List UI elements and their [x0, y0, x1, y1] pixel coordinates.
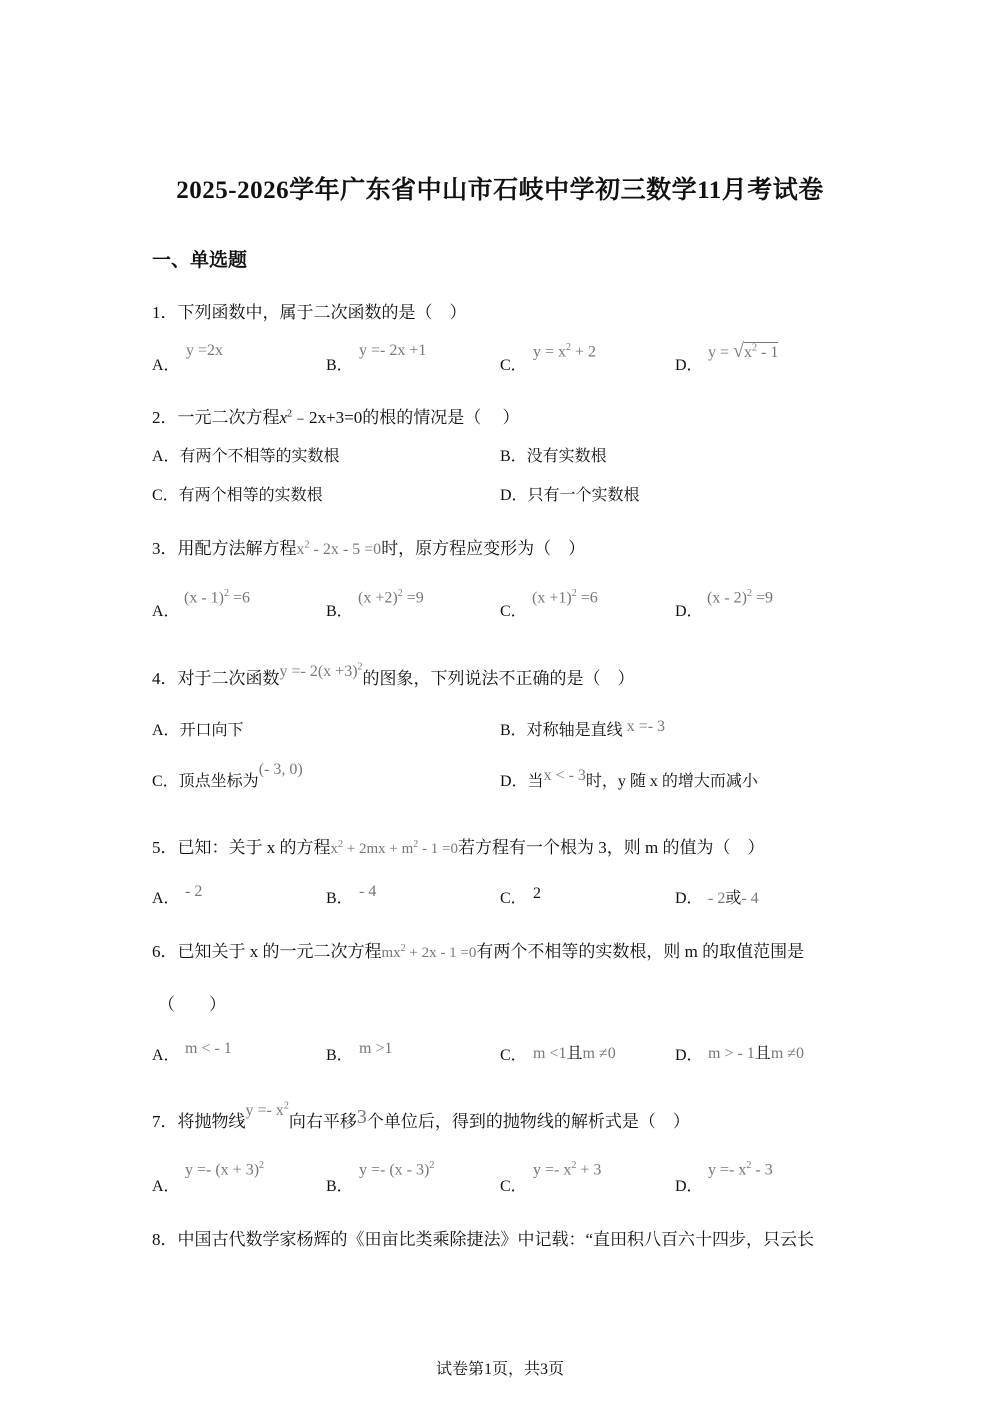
q2-option-c: C．有两个相等的实数根 [152, 487, 323, 504]
q6-label-d: D． [675, 1047, 703, 1064]
q6-option-c: m <1且m ≠0 [533, 1045, 616, 1062]
q5-option-a: - 2 [185, 883, 203, 900]
q5-label-b: B． [326, 890, 353, 907]
q6-label-b: B． [326, 1047, 353, 1064]
q4-option-b: B．对称轴是直线 x =- 3 [500, 718, 666, 739]
q4-option-c: C．顶点坐标为(- 3, 0) [152, 761, 303, 790]
q7-label-a: A． [152, 1178, 180, 1195]
question-5-stem: 5．已知：关于 x 的方程$x^2 + 2mx + m^2 - 1 =0$若方程有一个根为 3，则 m 的值为（ ） [152, 838, 765, 857]
question-2-stem: 2．一元二次方程$x^2﹣2x+3=0$的根的情况是（ ） [152, 408, 520, 427]
q3-option-a-formula: (x - 1)$^2$ =6 [184, 588, 251, 607]
question-3-stem: 3．用配方法解方程$x^2 - 2x - 5 =0$时，原方程应变形为（ ） [152, 539, 586, 558]
q5-option-c: 2 [533, 885, 541, 902]
q3-label-b: B． [326, 603, 353, 620]
question-1-stem: 1．下列函数中，属于二次函数的是（ ） [152, 303, 467, 322]
q7-option-c: $y =- x^2 + 3$ [533, 1160, 602, 1179]
q6-label-c: C． [500, 1047, 527, 1064]
q4-option-a: A．开口向下 [152, 722, 244, 739]
question-6-stem: 6．已知关于 x 的一元二次方程$mx^2 + 2x - 1 =0$有两个不相等的实数根，则 m 的取值范围是 [152, 942, 805, 961]
q6-option-b: m >1 [359, 1040, 393, 1057]
q1-option-c-formula: $y = x^2 + 2$ [533, 342, 597, 361]
question-6-paren: （ ） [158, 995, 226, 1014]
section-heading: 一、单选题 [152, 250, 248, 271]
question-7-stem: 7．将抛物线$y =- x^2$向右平移3个单位后，得到的抛物线的解析式是（ ） [152, 1100, 690, 1131]
q5-option-b: - 4 [359, 883, 377, 900]
q7-option-a: $y =- (x + 3)^2$ [185, 1160, 265, 1179]
page-title: 2025-2026学年广东省中山市石岐中学初三数学11月考试卷 [176, 177, 824, 204]
q1-option-a-formula: y =2x [186, 342, 224, 359]
q7-label-b: B． [326, 1178, 353, 1195]
q5-label-c: C． [500, 890, 527, 907]
q5-option-d: - 2或- 4 [708, 890, 759, 907]
q3-option-d-formula: (x - 2)$^2$ =9 [707, 588, 774, 607]
q3-label-d: D． [675, 603, 703, 620]
q1-label-a: A． [152, 357, 180, 374]
q1-label-d: D． [675, 357, 703, 374]
q7-option-d: $y =- x^2 - 3$ [708, 1160, 773, 1179]
q6-label-a: A． [152, 1047, 180, 1064]
q2-option-a: A．有两个不相等的实数根 [152, 448, 340, 465]
question-4-stem: 4．对于二次函数$y =- 2(x +3)^2$的图象，下列说法不正确的是（ ） [152, 661, 635, 688]
q5-label-a: A． [152, 890, 180, 907]
q7-label-d: D． [675, 1178, 703, 1195]
q5-label-d: D． [675, 890, 703, 907]
q1-label-b: B． [326, 357, 353, 374]
q7-option-b: y =- (x - 3)$^2$ [359, 1160, 435, 1179]
q1-option-b-formula: y =- 2x +1 [359, 342, 427, 359]
q6-option-d: m > - 1且m ≠0 [708, 1045, 805, 1062]
page-footer: 试卷第1页，共3页 [435, 1361, 564, 1378]
question-8-stem: 8．中国古代数学家杨辉的《田亩比类乘除捷法》中记载：“直田积八百六十四步，只云长 [152, 1230, 815, 1249]
q7-label-c: C． [500, 1178, 527, 1195]
q3-option-c-formula: $(x +1)^2 =6$ [532, 588, 598, 607]
q3-option-b-formula: $(x +2)^2 =9$ [358, 588, 424, 607]
q3-label-a: A． [152, 603, 180, 620]
q3-label-c: C． [500, 603, 527, 620]
q6-option-a: m < - 1 [185, 1040, 232, 1057]
q4-option-d: D．当x < - 3时，y 随 x 的增大而减小 [500, 767, 758, 790]
q1-label-c: C． [500, 357, 527, 374]
q1-option-d-formula: $y = √x^2 - 1$ [708, 340, 779, 362]
q2-option-d: D．只有一个实数根 [500, 487, 640, 504]
q2-option-b: B．没有实数根 [500, 448, 607, 465]
